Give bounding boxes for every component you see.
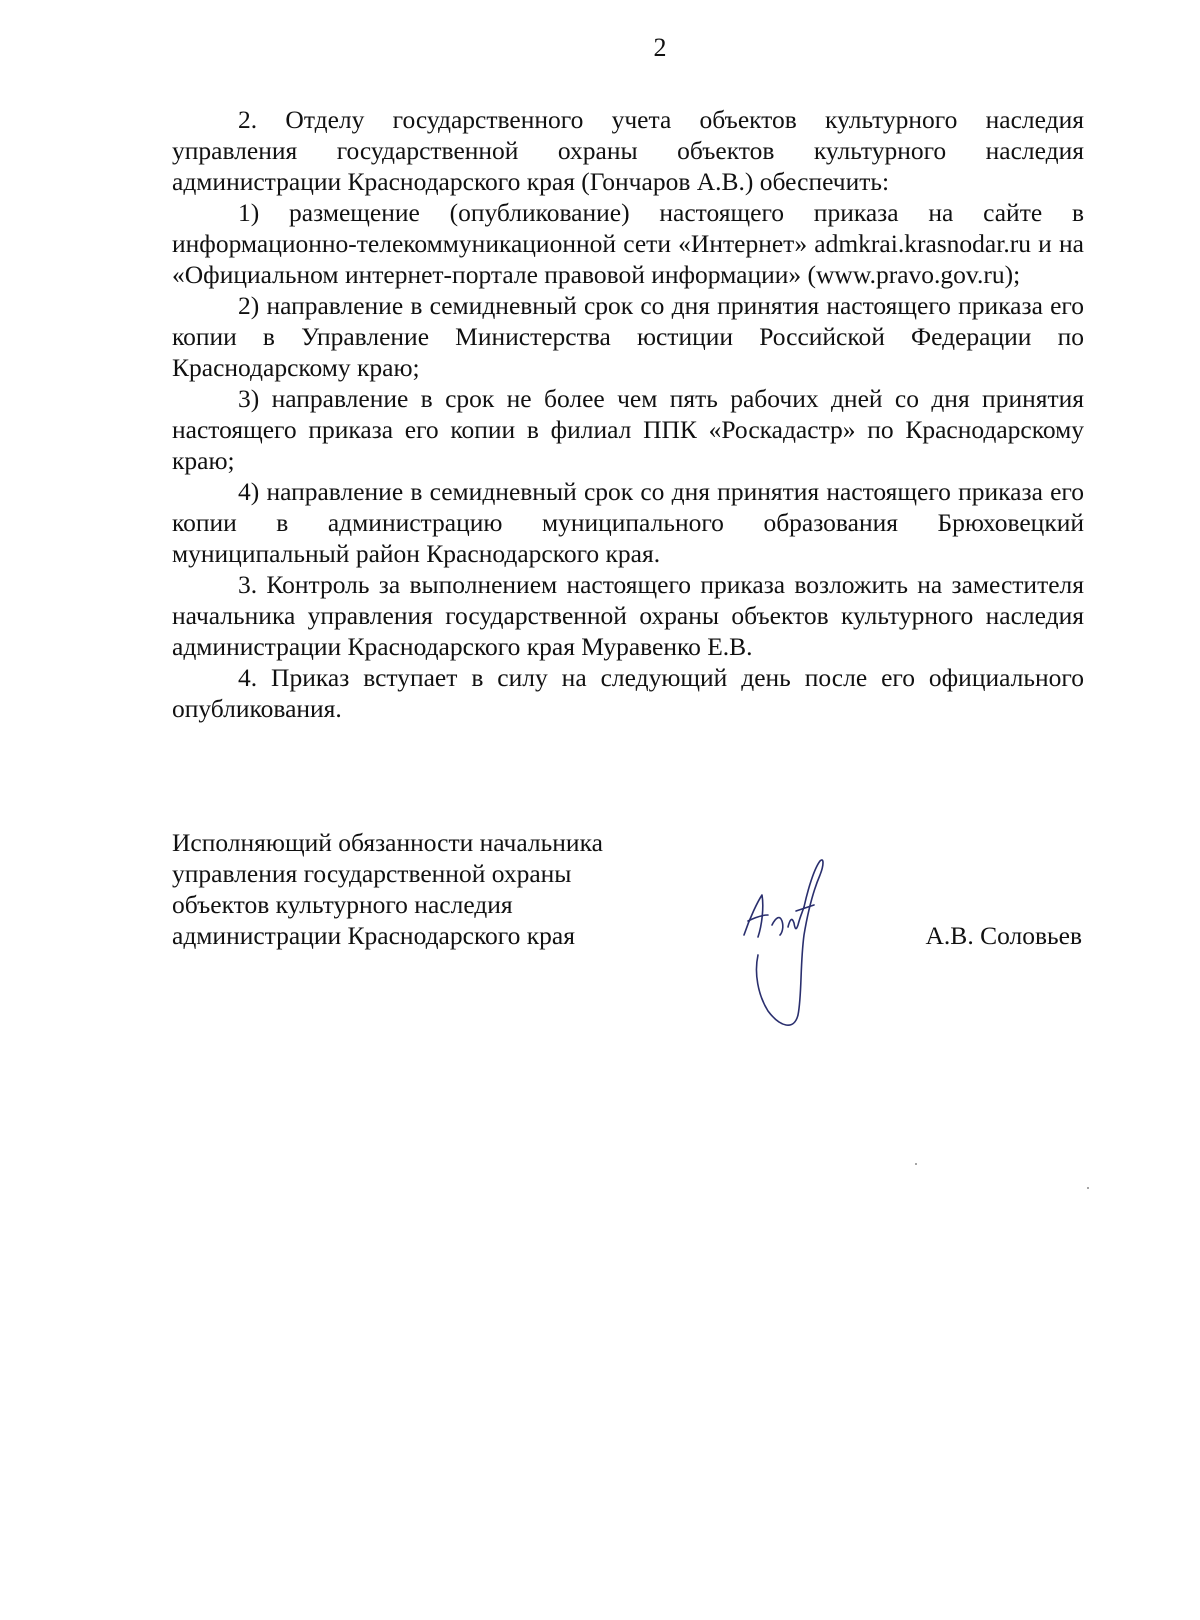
paragraph-subitem-1: 1) размещение (опубликование) настоящего приказа на сайте в информационно-телекоммуникационной сети «Интернет» admkrai.krasnodar.ru и на «Официальном интернет-портале правовой информации» (www.pravo.gov.ru);	[172, 198, 1084, 289]
page-number: 2	[653, 33, 667, 62]
paragraph-subitem-2: 2) направление в семидневный срок со дня принятия настоящего приказа его копии в Управление Министерства юстиции Российской Федерации по Краснодарскому краю;	[172, 291, 1084, 382]
scan-speck	[915, 1163, 917, 1165]
paragraph-item-3: 3. Контроль за выполнением настоящего приказа возложить на заместителя начальника управления государственной охраны объектов культурного наследия администрации Краснодарского края Муравенко Е.В.	[172, 570, 1084, 661]
signatory-position-line: управления государственной охраны	[172, 859, 572, 888]
signatory-position	[172, 827, 692, 951]
signatory-position-line: администрации Краснодарского края	[172, 921, 575, 950]
scan-speck	[1087, 1187, 1089, 1189]
paragraph-item-2: 2. Отделу государственного учета объектов культурного наследия управления государственной охраны объектов культурного наследия администрации Краснодарского края (Гончаров А.В.) обеспечить:	[172, 105, 1084, 196]
signatory-position-line: объектов культурного наследия	[172, 890, 513, 919]
paragraph-subitem-4: 4) направление в семидневный срок со дня принятия настоящего приказа его копии в администрацию муниципального образования Брюховецкий муниципальный район Краснодарского края.	[172, 477, 1084, 568]
signatory-position-line: Исполняющий обязанности начальника	[172, 828, 603, 857]
signatory-name: А.В. Соловьев	[925, 921, 1082, 950]
document-body	[172, 104, 1084, 724]
paragraph-subitem-3: 3) направление в срок не более чем пять рабочих дней со дня принятия настоящего приказа его копии в филиал ППК «Роскадастр» по Краснодарскому краю;	[172, 384, 1084, 475]
paragraph-item-4: 4. Приказ вступает в силу на следующий день после его официального опубликования.	[172, 663, 1084, 723]
handwritten-signature-icon	[732, 855, 842, 1035]
